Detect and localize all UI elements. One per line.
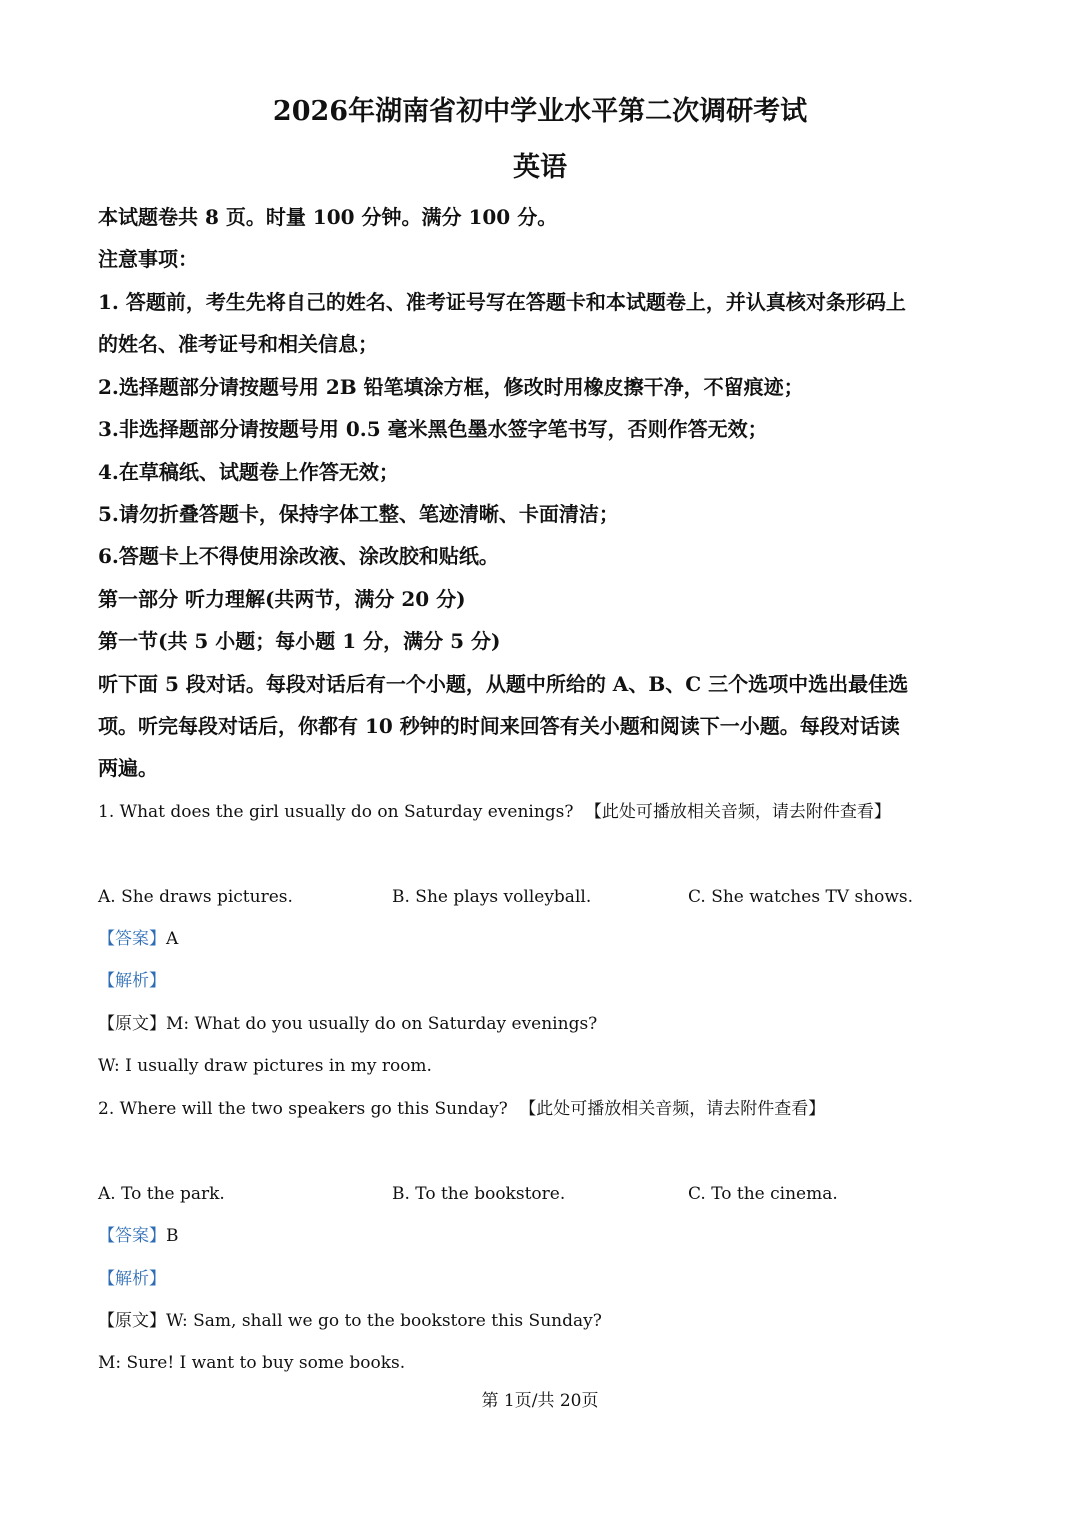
q2-option-b: B. To the bookstore. [392, 1184, 566, 1204]
subject-title: 英语 [513, 152, 567, 183]
q1-source-text-1: M: What do you usually do on Saturday evenings? [166, 1014, 598, 1034]
analysis-tag: 【解析】 [98, 1269, 166, 1289]
question-2-text: 2. Where will the two speakers go this Sunday? [98, 1099, 508, 1119]
note-1-line-1: 1. 答题前，考生先将自己的姓名、准考证号写在答题卡和本试题卷上，并认真核对条形码上 [98, 290, 906, 314]
q1-analysis [98, 966, 998, 996]
answer-tag: 【答案】 [98, 1226, 166, 1246]
q1-option-b: B. She plays volleyball. [392, 887, 592, 907]
notes-title: 注意事项： [98, 247, 198, 271]
question-2 [98, 1094, 998, 1124]
note-5: 5.请勿折叠答题卡，保持字体工整、笔迹清晰、卡面清洁； [98, 502, 619, 526]
exam-title: 2026年湖南省初中学业水平第二次调研考试 [272, 96, 808, 127]
part-1-heading: 第一部分 听力理解(共两节，满分 20 分) [98, 587, 466, 611]
q1-answer-value: A [166, 929, 179, 949]
q1-answer [98, 924, 998, 954]
exam-info: 本试题卷共 8 页。时量 100 分钟。满分 100 分。 [98, 205, 558, 229]
q2-answer [98, 1221, 998, 1251]
q2-option-a: A. To the park. [98, 1184, 225, 1204]
analysis-tag: 【解析】 [98, 971, 166, 991]
q2-source-line-2: M: Sure! I want to buy some books. [98, 1353, 406, 1373]
instructions-line-2: 项。听完每段对话后，你都有 10 秒钟的时间来回答有关小题和阅读下一小题。每段对话读 [98, 714, 900, 738]
q2-source-line-1 [98, 1306, 998, 1336]
instructions-line-3: 两遍。 [98, 756, 158, 780]
question-2-audio-note: 【此处可播放相关音频，请去附件查看】 [519, 1099, 826, 1119]
note-3: 3.非选择题部分请按题号用 0.5 毫米黑色墨水签字笔书写，否则作答无效； [98, 417, 768, 441]
instructions-line-1: 听下面 5 段对话。每段对话后有一个小题，从题中所给的 A、B、C 三个选项中选出最佳选 [98, 672, 909, 696]
question-1-audio-note: 【此处可播放相关音频，请去附件查看】 [584, 802, 891, 822]
answer-tag: 【答案】 [98, 929, 166, 949]
q1-option-a: A. She draws pictures. [98, 887, 293, 907]
q2-source-text-1: W: Sam, shall we go to the bookstore this Sunday? [166, 1311, 602, 1331]
section-1-heading: 第一节(共 5 小题；每小题 1 分，满分 5 分) [98, 629, 501, 653]
source-tag: 【原文】 [98, 1311, 166, 1331]
q2-answer-value: B [166, 1226, 179, 1246]
question-1 [98, 797, 998, 827]
q1-source-line-1 [98, 1009, 998, 1039]
q2-option-c: C. To the cinema. [688, 1184, 838, 1204]
note-6: 6.答题卡上不得使用涂改液、涂改胶和贴纸。 [98, 544, 499, 568]
q2-analysis [98, 1264, 998, 1294]
q1-option-c: C. She watches TV shows. [688, 887, 914, 907]
note-2: 2.选择题部分请按题号用 2B 铅笔填涂方框，修改时用橡皮擦干净，不留痕迹； [98, 375, 804, 399]
q1-source-line-2: W: I usually draw pictures in my room. [98, 1056, 432, 1076]
note-4: 4.在草稿纸、试题卷上作答无效； [98, 460, 399, 484]
note-1-line-2: 的姓名、准考证号和相关信息； [98, 332, 378, 356]
source-tag: 【原文】 [98, 1014, 166, 1034]
page-footer: 第 1页/共 20页 [481, 1391, 599, 1411]
question-1-text: 1. What does the girl usually do on Saturday evenings? [98, 802, 574, 822]
